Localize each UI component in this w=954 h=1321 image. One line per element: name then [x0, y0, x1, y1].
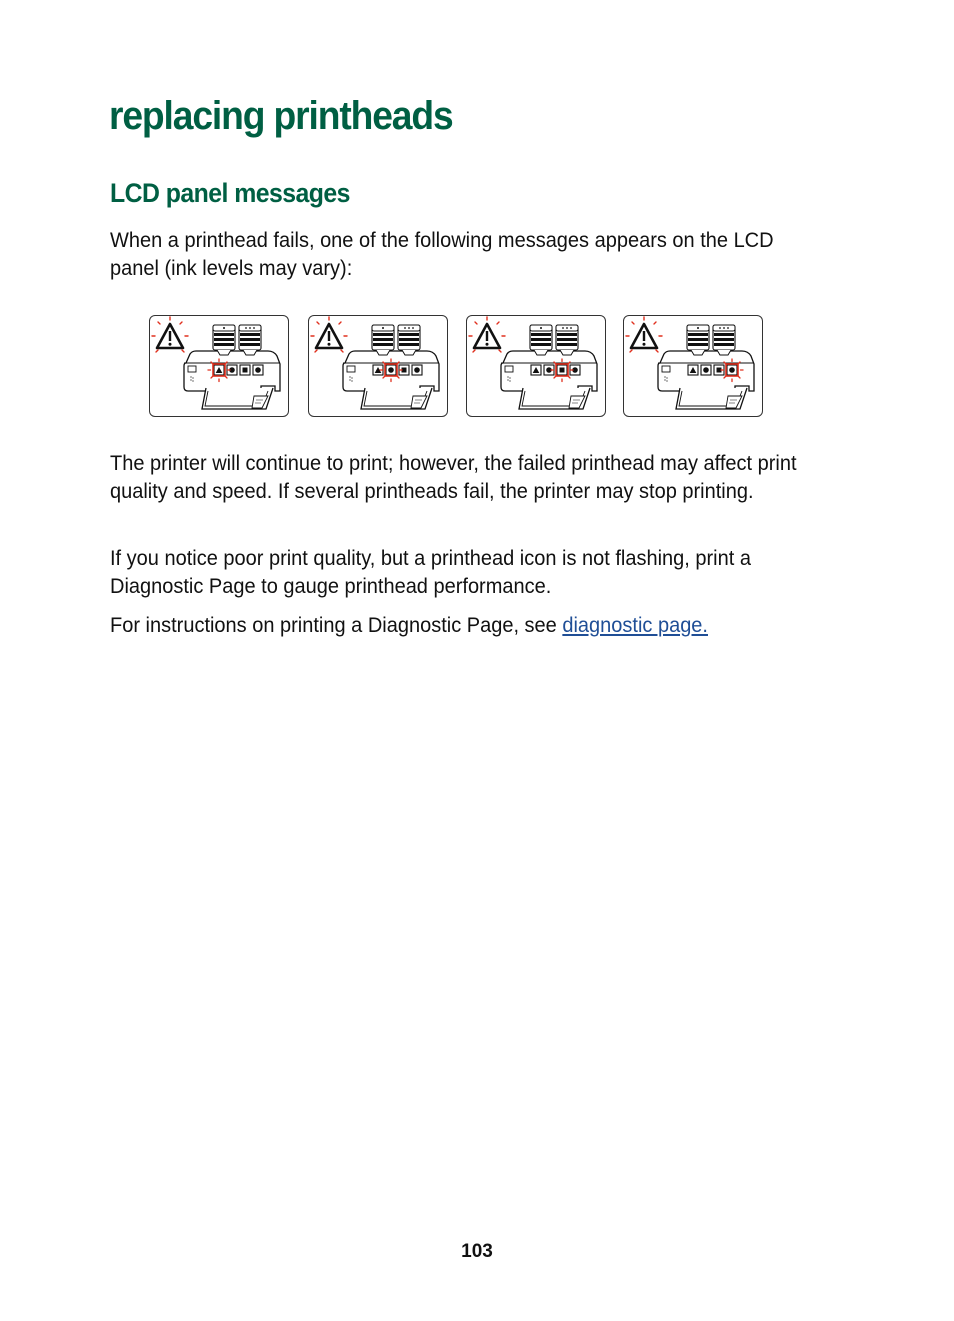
lcd-printer-warning-icon [467, 316, 606, 417]
lcd-figure-printhead-4 [623, 315, 763, 417]
lcd-figure-printhead-2 [308, 315, 448, 417]
lcd-printer-warning-icon [309, 316, 448, 417]
lcd-message-figures [149, 315, 765, 418]
page-number: 103 [461, 1241, 493, 1262]
intro-paragraph: When a printhead fails, one of the following messages appears on the LCD panel (ink levels may vary): [110, 228, 774, 280]
lcd-printer-warning-icon [150, 316, 289, 417]
lcd-figure-printhead-1 [149, 315, 289, 417]
instructions-paragraph [110, 611, 817, 639]
instructions-text: For instructions on printing a Diagnostic Page, see [110, 613, 563, 637]
page-title: replacing printheads [109, 94, 453, 138]
diagnostic-page-link[interactable]: diagnostic page. [562, 613, 708, 637]
section-title: LCD panel messages [110, 178, 350, 208]
continue-printing-paragraph: The printer will continue to print; however, the failed printhead may affect print quality and speed. If several printheads fail, the printer may stop printing. [110, 451, 797, 503]
diagnostic-advice-paragraph: If you notice poor print quality, but a printhead icon is not flashing, print a Diagnostic Page to gauge printhead performance. [110, 546, 751, 598]
lcd-figure-printhead-3 [466, 315, 606, 417]
lcd-printer-warning-icon [624, 316, 763, 417]
